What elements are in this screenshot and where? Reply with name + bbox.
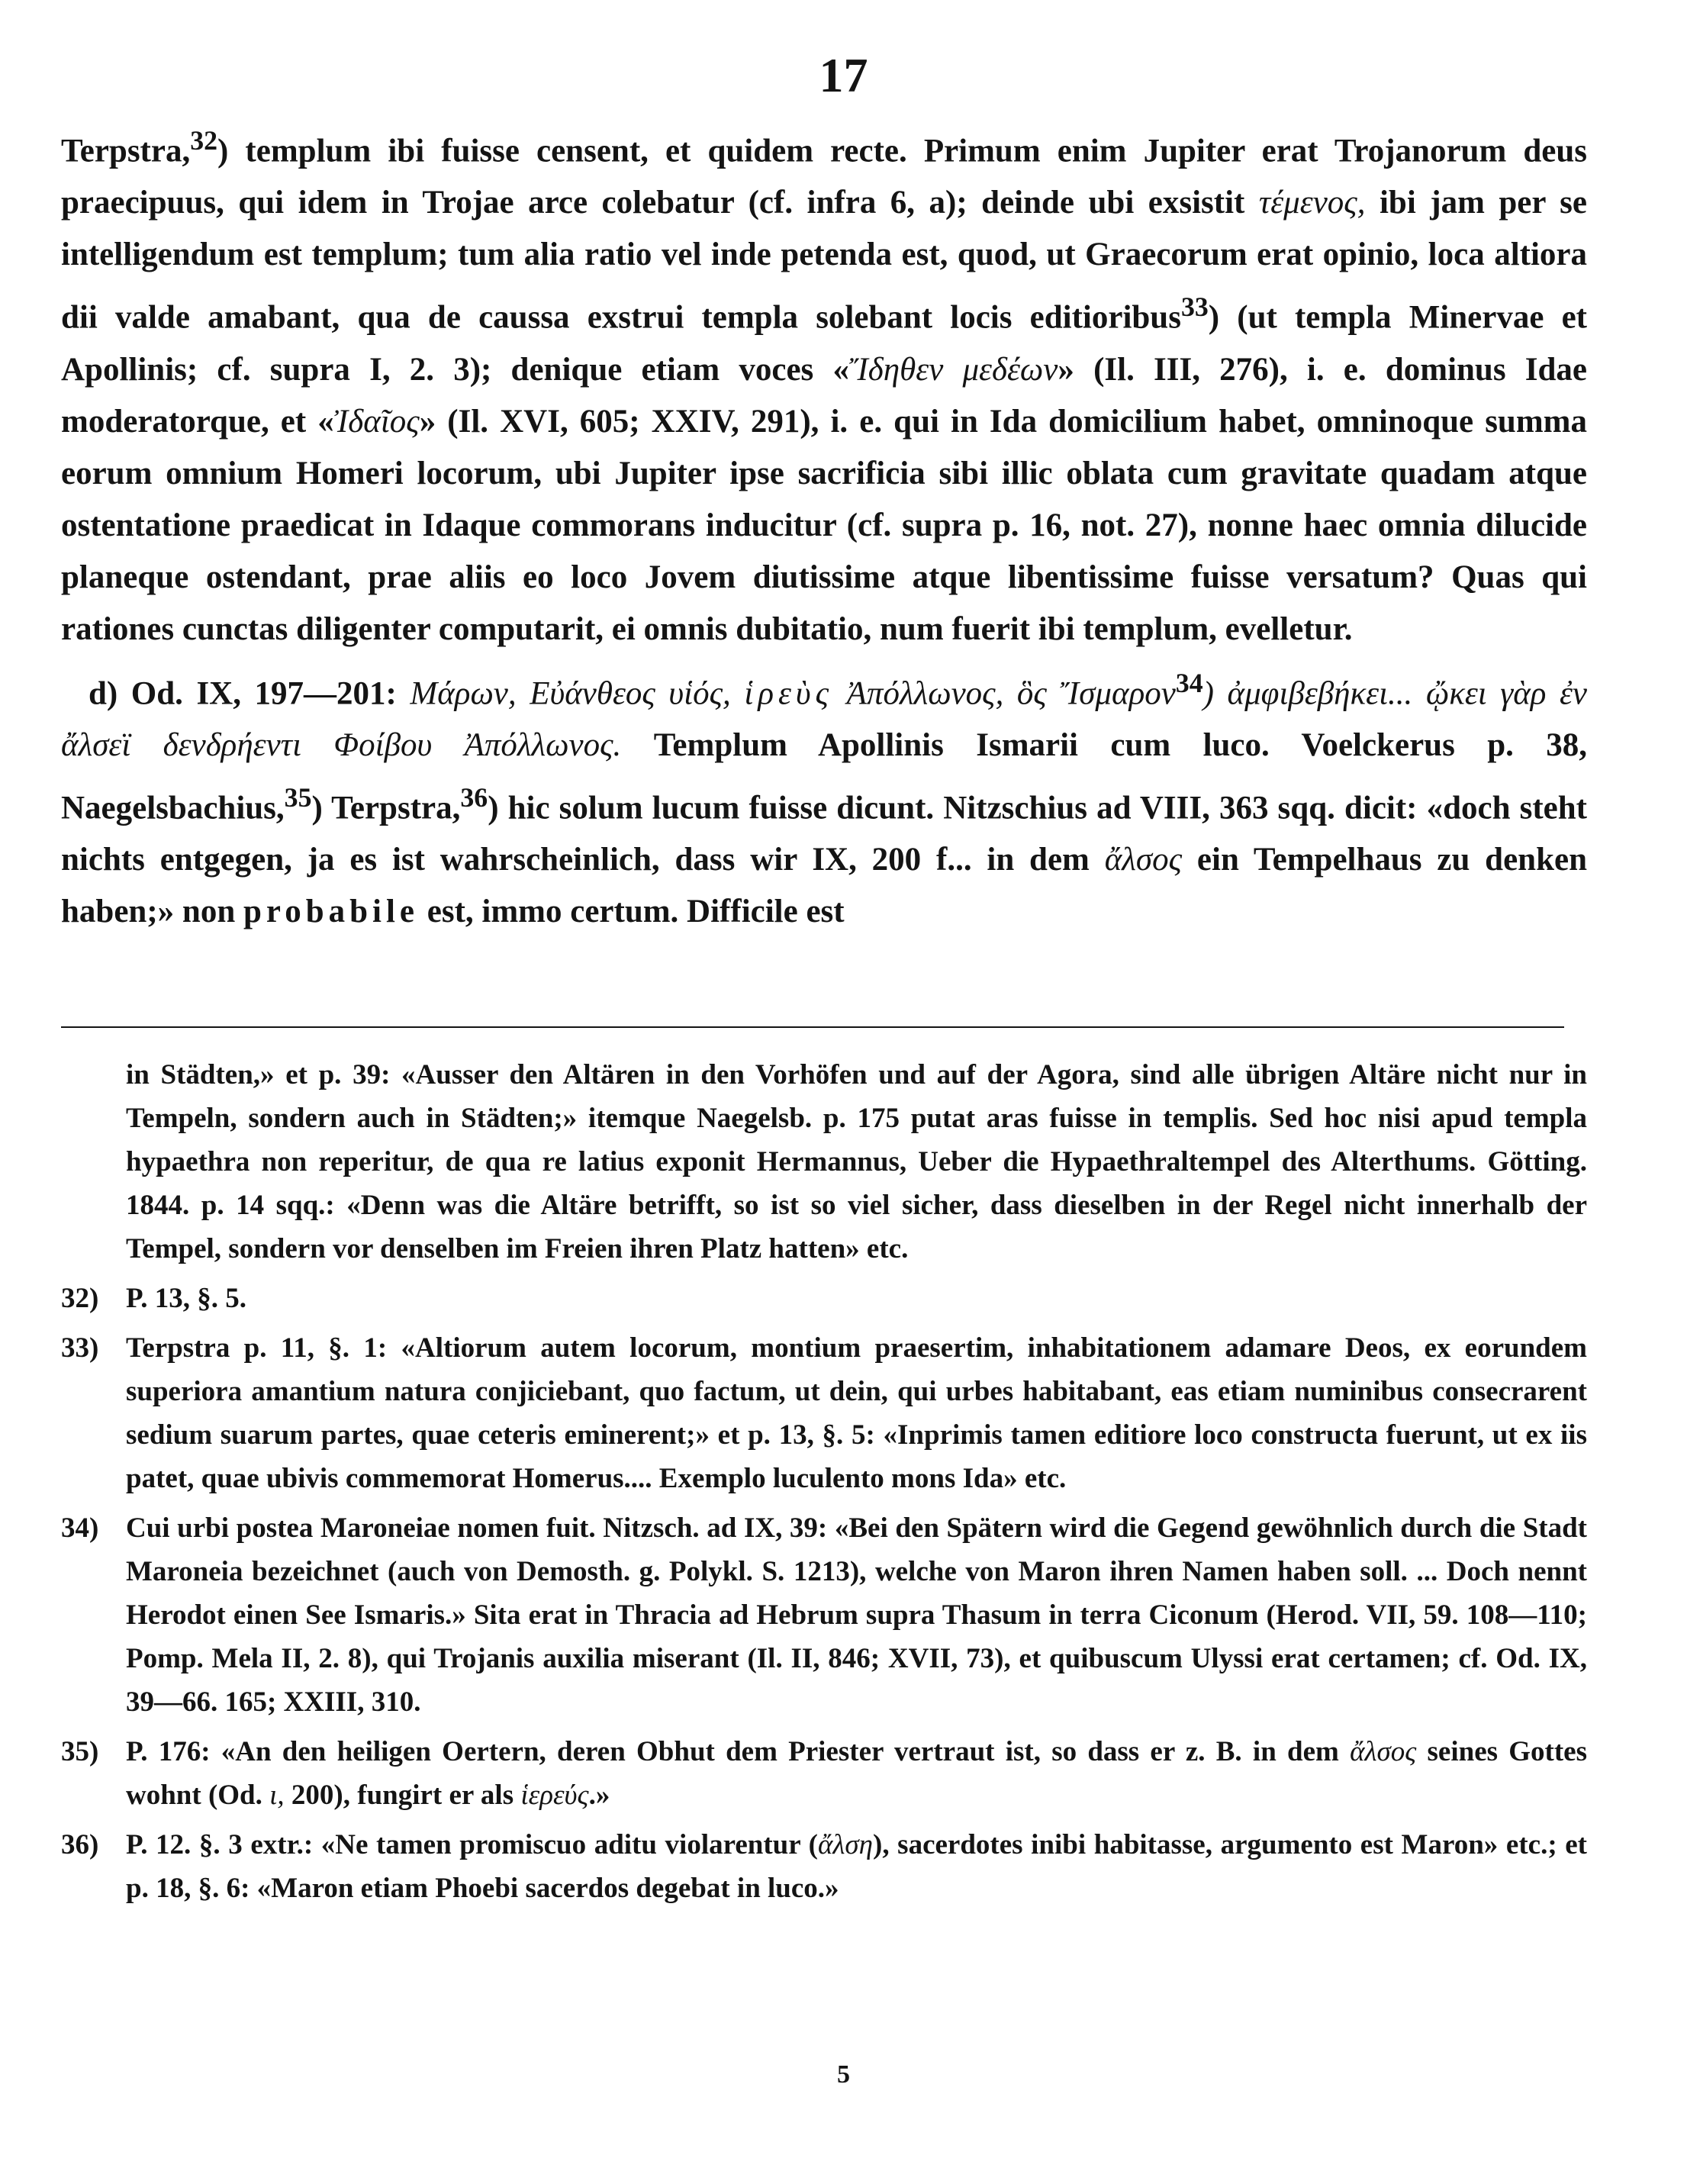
footnote-text: in Städten,» et p. 39: «Ausser den Altären in den Vorhöfen und auf der Agora, sind alle übrigen Altäre nicht nur in Tempeln, sondern auch in Städten;» itemque Naegelsb. p. 175 putat aras fuisse in templis. Sed hoc nisi apud templa hypaethra non reperitur, de qua re latius exponit Hermannus, Ueber die Hypaethraltempel des Alterthums. Götting. 1844. p. 14 sqq.: «Denn was die Altäre betrifft, so ist so viel sicher, dass dieselben in der Regel nicht innerhalb der Tempel, sondern vor denselben im Freien ihren Platz hatten» etc. xyxy=(126,1059,1587,1264)
greek-spaced-text: ἱρεὺς xyxy=(744,675,834,711)
text: ) Terpstra, xyxy=(311,790,461,826)
text: 200), fungirt er als xyxy=(291,1780,514,1811)
text: » (Il. III, 276), i. e. dominus Idae moderatorque, et « xyxy=(61,351,1588,440)
text: P. 12. §. 3 extr.: «Ne tamen promiscuo aditu violarentur ( xyxy=(126,1829,818,1860)
greek-text: Ἰδαῖος xyxy=(333,403,420,440)
footnote-ref-36: 36 xyxy=(460,781,488,813)
text: .» xyxy=(588,1780,610,1811)
footnote-ref-33: 33 xyxy=(1180,292,1209,323)
text: ), sacerdotes inibi habitasse, argumento est Maron» etc.; et p. 18, §. 6: «Maron etiam Phoebi sacerdos degebat in luco.» xyxy=(126,1829,1587,1904)
greek-text: ἄλσος xyxy=(1104,842,1183,878)
text: ein Tempelhaus zu denken haben;» non xyxy=(61,842,1588,930)
text: » (Il. XVI, 605; XXIV, 291), i. e. qui in Ida domicilium habet, omninoque summa eorum omnium Homeri locorum, ubi Jupiter ipse sacrificia sibi illic oblata cum gravitate quadam atque ostentatione praedicat in Idaque commorans inducitur (cf. supra p. 16, not. 27), nonne haec omnia dilucide planeque ostendant, prae aliis eo loco Jovem diutissime atque libentissime fuisse versatum? Quas qui rationes cunctas diligenter computarit, ei omnis dubitatio, num fuerit ibi templum, evelletur. xyxy=(61,403,1587,647)
main-text xyxy=(61,114,1587,938)
footnote-number: 34) xyxy=(61,1512,99,1544)
footnote-36 xyxy=(61,1823,1587,1910)
text: ibi jam per se intelligendum est templum; tum alia ratio vel inde petenda est, quod, ut Graecorum erat opinio, loca altiora dii valde amabant, qua de caussa exstrui templa solebant locis editioribus xyxy=(61,185,1587,336)
footnote-33 xyxy=(61,1326,1587,1500)
text: Templum Apollinis Ismarii cum luco. Voelckerus p. 38, Naegelsbachius, xyxy=(61,726,1587,826)
footnote-32 xyxy=(61,1277,1587,1320)
footnote-number: 36) xyxy=(61,1829,99,1860)
footnotes xyxy=(61,1053,1587,1916)
text: est, immo certum. Difficile est xyxy=(427,894,845,930)
footnote-text: Cui urbi postea Maroneiae nomen fuit. Nitzsch. ad IX, 39: «Bei den Spätern wird die Gegend gewöhnlich durch die Stadt Maroneia bezeichnet (auch von Demosth. g. Polykl. S. 1213), welche von Maron ihren Namen haben soll. ... Doch nennt Herodot einen See Ismaris.» Sita erat in Thracia ad Hebrum supra Thasum in terra Ciconum (Herod. VII, 59. 108—110; Pomp. Mela II, 2. 8), qui Trojanis auxilia miserant (Il. II, 846; XVII, 73), et quibuscum Ulyssi erat certamen; cf. Od. IX, 39—66. 165; XXIII, 310. xyxy=(126,1512,1587,1718)
greek-text: ἱερεύς xyxy=(520,1780,589,1811)
text: ) (ut templa Minervae et Apollinis; cf. supra I, 2. 3); denique etiam voces « xyxy=(61,299,1587,388)
footnote-number: 33) xyxy=(61,1332,99,1364)
footnote-ref-34: 34 xyxy=(1175,667,1203,698)
greek-text: τέμενος, xyxy=(1258,185,1366,221)
text: ) hic solum lucum fuisse dicunt. Nitzschius ad VIII, 363 sqq. dicit: «doch steht nichts entgegen, ja es ist wahrscheinlich, dass wir IX, 200 f... in dem xyxy=(61,790,1588,878)
footnote-number: 35) xyxy=(61,1736,99,1767)
footnote-ref-35: 35 xyxy=(284,781,312,813)
signature-mark: 5 xyxy=(837,2060,850,2089)
greek-text: Μάρων, Εὐάνθεος υἱός, xyxy=(410,675,731,711)
greek-text: ἄλσος xyxy=(1350,1736,1417,1767)
greek-text: Ἀπόλλωνος, ὃς Ἴσμαρον xyxy=(846,675,1176,711)
greek-text: ) ἀμφιβεβήκει... ᾤκει γὰρ ἐν ἄλσεϊ δενδρήεντι Φοίβου Ἀπόλλωνος. xyxy=(61,675,1588,763)
text: P. 176: «An den heiligen Oertern, deren Obhut dem Priester vertraut ist, so dass er z. B. in dem xyxy=(126,1736,1339,1767)
greek-text: Ἴδηθεν μεδέων xyxy=(848,351,1058,388)
footnote-text xyxy=(126,1823,1587,1910)
paragraph-1 xyxy=(61,114,1587,656)
footnote-continuation xyxy=(61,1053,1587,1271)
footnote-divider xyxy=(61,1026,1564,1028)
text: seines Gottes wohnt (Od. xyxy=(126,1736,1587,1811)
greek-text: ἄλση xyxy=(817,1829,873,1860)
footnote-text xyxy=(126,1730,1587,1817)
greek-text: ι, xyxy=(269,1780,285,1811)
footnote-text: P. 13, §. 5. xyxy=(126,1283,246,1314)
footnote-34 xyxy=(61,1506,1587,1724)
spaced-emphasis: probabile xyxy=(243,894,420,930)
footnote-35 xyxy=(61,1730,1587,1817)
page-number: 17 xyxy=(819,48,868,102)
text: Terpstra, xyxy=(61,133,191,169)
text: ) templum ibi fuisse censent, et quidem recte. Primum enim Jupiter erat Trojanorum deus praecipuus, qui idem in Trojae arce colebatur (cf. infra 6, a); deinde ubi exsistit xyxy=(61,133,1587,221)
paragraph-2 xyxy=(61,657,1587,939)
text: d) Od. IX, 197—201: xyxy=(89,675,397,711)
footnote-text: Terpstra p. 11, §. 1: «Altiorum autem locorum, montium praesertim, inhabitationem adamare Deos, ex eorundem superiora amantium natura conjiciebant, quo factum, ut dein, qui urbes habitabant, eas etiam numinibus consecrarent sedium suarum partes, quae ceteris eminerent;» et p. 13, §. 5: «Inprimis tamen editiore loco constructa fuerunt, ut ex iis patet, quae ubivis commemorat Homerus.... Exemplo luculento mons Ida» etc. xyxy=(126,1332,1587,1494)
footnote-ref-32: 32 xyxy=(190,125,218,156)
footnote-number: 32) xyxy=(61,1283,99,1314)
